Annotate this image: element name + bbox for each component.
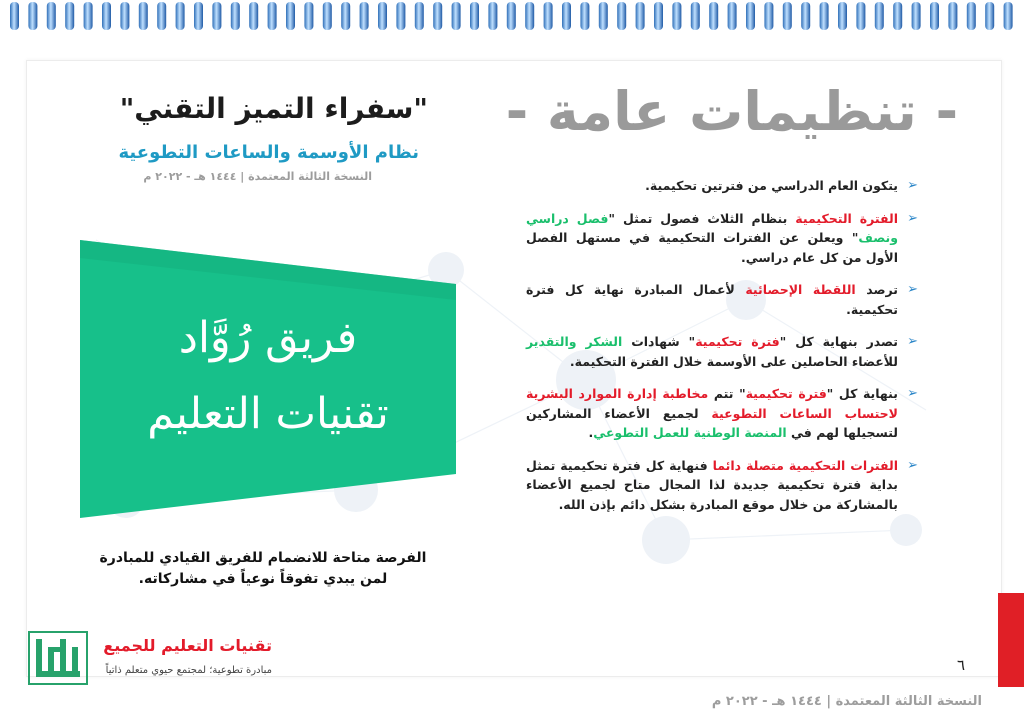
team-card-text xyxy=(80,300,456,452)
binding-coil xyxy=(249,2,258,30)
binding-coil xyxy=(746,2,755,30)
binding-coil xyxy=(286,2,295,30)
binding-coil xyxy=(599,2,608,30)
rule-text-segment: فصل دراسي ونصف xyxy=(526,210,898,245)
invite-line1: الفرصة متاحة للانضمام للفريق القيادي للمبادرة xyxy=(99,550,427,566)
binding-coil xyxy=(47,2,56,30)
binding-coil xyxy=(139,2,148,30)
binding-coil xyxy=(948,2,957,30)
brand-subtitle: نظام الأوسمة والساعات التطوعية xyxy=(118,142,419,163)
rule-item xyxy=(526,280,918,319)
arrow-check-bullet-icon: ➢ xyxy=(907,282,918,297)
binding-coil xyxy=(875,2,884,30)
rule-text-segment: الفترات التحكيمية متصلة دائما xyxy=(712,457,898,473)
binding-coil xyxy=(84,2,93,30)
brand-title: "سفراء التميز التقني" xyxy=(119,92,428,125)
page-title: - تنظيمات عامة - xyxy=(505,80,958,143)
binding-coil xyxy=(985,2,994,30)
binding-coil xyxy=(912,2,921,30)
binding-coil xyxy=(1004,2,1013,30)
binding-coil xyxy=(488,2,497,30)
binding-coil xyxy=(157,2,166,30)
binding-coil xyxy=(525,2,534,30)
rule-text-segment: ترصد xyxy=(855,282,899,297)
binding-coil xyxy=(672,2,681,30)
binding-coil xyxy=(341,2,350,30)
footer-edition: النسخة الثالثة المعتمدة | ١٤٤٤ هـ - ٢٠٢٢ م xyxy=(711,694,982,709)
rule-text-segment: " تتم xyxy=(708,386,746,401)
binding-coil xyxy=(378,2,387,30)
rule-text-segment: بنهاية كل " xyxy=(826,386,898,401)
binding-coil xyxy=(360,2,369,30)
team-card-line1: فريق رُوَّاد xyxy=(178,313,358,363)
binding-coil xyxy=(28,2,37,30)
binding-coil xyxy=(709,2,718,30)
binding-coil xyxy=(415,2,424,30)
binding-coil xyxy=(212,2,221,30)
rule-text-segment: " شهادات xyxy=(622,334,696,349)
rule-text-segment: " ويعلن عن الفترات التحكيمية في مستهل الفصل الأول من كل عام دراسي. xyxy=(526,230,898,265)
binding-coil xyxy=(838,2,847,30)
rule-item xyxy=(526,384,918,443)
binding-coil xyxy=(120,2,129,30)
rule-text-segment: لجميع الأعضاء المشاركين لتسجيلها لهم في xyxy=(526,405,898,440)
binding-coil xyxy=(764,2,773,30)
spiral-binding xyxy=(0,0,1024,36)
binding-coil xyxy=(10,2,19,30)
binding-coil xyxy=(452,2,461,30)
binding-coil xyxy=(783,2,792,30)
binding-coil xyxy=(507,2,516,30)
binding-coil xyxy=(856,2,865,30)
page-number: ٦ xyxy=(957,656,966,674)
binding-coil xyxy=(268,2,277,30)
calligraphy-logo-icon xyxy=(28,631,88,685)
arrow-check-bullet-icon: ➢ xyxy=(907,386,918,401)
rules-list xyxy=(526,176,918,527)
binding-coil xyxy=(930,2,939,30)
arrow-check-bullet-icon: ➢ xyxy=(907,334,918,349)
binding-coil xyxy=(654,2,663,30)
rule-item xyxy=(526,209,918,268)
rule-text-segment: الفترة التحكيمية xyxy=(795,210,899,226)
binding-coil xyxy=(691,2,700,30)
rule-text-segment: لأعمال المبادرة نهاية كل فترة تحكيمية. xyxy=(526,282,898,317)
rule-text-segment: بنظام الثلاث فصول تمثل " xyxy=(608,210,796,226)
rule-item xyxy=(526,176,918,196)
binding-coil xyxy=(636,2,645,30)
rule-item xyxy=(526,332,918,371)
rule-text-segment: للأعضاء الحاصلين على الأوسمة خلال الفترة التحكيمة. xyxy=(569,353,898,369)
binding-coil xyxy=(304,2,313,30)
logo-tagline: مبادرة تطوعية؛ لمجتمع حيوي متعلم ذاتياً xyxy=(105,665,272,676)
invite-line2: لمن يبدي تفوقاً نوعياً في مشاركاته. xyxy=(138,571,388,587)
binding-coil xyxy=(323,2,332,30)
rule-text-segment: . xyxy=(588,425,594,440)
rule-text-segment: مخاطبة إدارة الموارد البشرية لاحتساب الساعات التطوعية xyxy=(526,386,898,421)
binding-coil xyxy=(820,2,829,30)
brand-edition: النسخة الثالثة المعتمدة | ١٤٤٤ هـ - ٢٠٢٢ م xyxy=(143,170,372,183)
rule-text-segment: فترة تحكيمية xyxy=(695,334,780,349)
binding-coil xyxy=(728,2,737,30)
binding-coil xyxy=(176,2,185,30)
rule-text-segment: فنهاية كل فترة تحكيمية تمثل بداية فترة تحكيمية جديدة لذا المجال متاح لجميع الأعضاء بالمشاركة من خلال موقع المبادرة بشكل دائم بإذن الله. xyxy=(526,457,898,512)
binding-coil xyxy=(580,2,589,30)
rule-text-segment: يتكون العام الدراسي من فترتين تحكيمية. xyxy=(645,178,898,193)
binding-coil xyxy=(893,2,902,30)
rule-item xyxy=(526,456,918,515)
invite-note xyxy=(60,548,466,590)
rule-text-segment: المنصة الوطنية للعمل التطوعي xyxy=(593,425,787,440)
rule-text-segment: تصدر بنهاية كل " xyxy=(779,334,898,349)
binding-coil xyxy=(470,2,479,30)
rule-text-segment: الشكر والتقدير xyxy=(526,334,623,349)
logo-title: تقنيات التعليم للجميع xyxy=(103,636,272,655)
binding-coil xyxy=(801,2,810,30)
arrow-check-bullet-icon: ➢ xyxy=(907,178,918,193)
rule-text-segment: فترة تحكيمية xyxy=(745,386,827,401)
binding-coil xyxy=(396,2,405,30)
binding-coil xyxy=(231,2,240,30)
binding-coil xyxy=(102,2,111,30)
rule-text-segment: اللقطة الإحصائية xyxy=(745,282,856,297)
arrow-check-bullet-icon: ➢ xyxy=(907,210,918,226)
team-card-line2: تقنيات التعليم xyxy=(147,389,389,439)
binding-coil xyxy=(65,2,74,30)
binding-coil xyxy=(433,2,442,30)
binding-coil xyxy=(617,2,626,30)
binding-coil xyxy=(194,2,203,30)
red-edge-tab xyxy=(998,593,1024,687)
binding-coil xyxy=(967,2,976,30)
binding-coil xyxy=(544,2,553,30)
binding-coil xyxy=(562,2,571,30)
arrow-check-bullet-icon: ➢ xyxy=(907,457,918,473)
